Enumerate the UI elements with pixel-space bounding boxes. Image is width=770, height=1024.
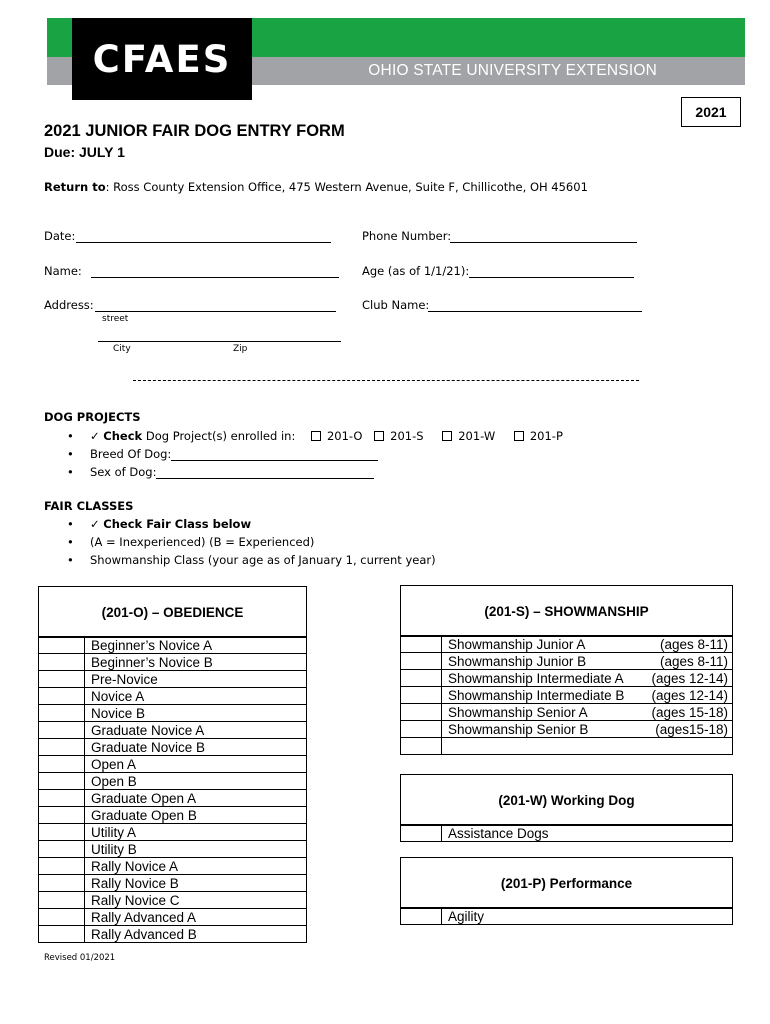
obedience-table: [38, 636, 307, 943]
class-cell: [442, 825, 733, 842]
class-name: Pre-Novice: [91, 671, 158, 687]
class-name: Novice B: [91, 705, 146, 721]
table-row: [401, 687, 733, 704]
performance-header: (201-P) Performance: [400, 857, 733, 909]
list-item: [44, 445, 664, 463]
street-field[interactable]: [95, 311, 336, 312]
class-name: Graduate Open A: [91, 790, 197, 806]
checkbox-201-s[interactable]: [374, 431, 384, 441]
check-cell[interactable]: [39, 722, 85, 739]
class-name: Graduate Novice A: [91, 722, 205, 738]
check-cell[interactable]: [39, 841, 85, 858]
check-cell[interactable]: [39, 773, 85, 790]
class-cell: [85, 739, 307, 756]
class-cell: [85, 688, 307, 705]
phone-label: Phone Number:: [362, 229, 452, 243]
table-row: [39, 637, 307, 654]
class-name: Graduate Novice B: [91, 739, 206, 755]
class-name: Rally Novice C: [91, 892, 180, 908]
check-cell[interactable]: [401, 704, 442, 721]
class-name: Rally Advanced B: [91, 926, 197, 942]
table-row: [39, 773, 307, 790]
table-row: [401, 825, 733, 842]
class-cell: [85, 892, 307, 909]
class-cell: [85, 824, 307, 841]
age-range: (ages 12-14): [651, 687, 728, 703]
table-row: [39, 892, 307, 909]
check-fair-class: Check Fair Class below: [103, 517, 252, 531]
return-text: : Ross County Extension Office, 475 Western Avenue, Suite F, Chillicothe, OH 45601: [105, 180, 588, 194]
list-item: [44, 533, 664, 551]
table-row: [401, 636, 733, 653]
check-cell[interactable]: [401, 825, 442, 842]
checkbox-201-p[interactable]: [514, 431, 524, 441]
check-cell[interactable]: [39, 807, 85, 824]
check-cell[interactable]: [401, 687, 442, 704]
age-range: (ages 8-11): [659, 636, 728, 652]
option-201-o: 201-O: [326, 429, 363, 443]
check-cell[interactable]: [401, 670, 442, 687]
due-date: Due: JULY 1: [44, 144, 125, 160]
check-cell[interactable]: [39, 705, 85, 722]
age-range: (ages15-18): [655, 721, 728, 737]
table-row: [39, 807, 307, 824]
class-cell: [442, 704, 733, 721]
zip-caption: Zip: [233, 344, 248, 354]
class-cell: [442, 908, 733, 925]
enrolled-text: Dog Project(s) enrolled in:: [142, 429, 296, 443]
class-cell: [85, 756, 307, 773]
sex-field[interactable]: [156, 466, 374, 479]
return-address: [44, 180, 588, 194]
checkbox-201-o[interactable]: [311, 431, 321, 441]
table-row: [39, 739, 307, 756]
option-201-s: 201-S: [390, 429, 424, 443]
class-cell: [442, 653, 733, 670]
class-cell: [85, 807, 307, 824]
check-cell[interactable]: [39, 756, 85, 773]
class-cell: [85, 722, 307, 739]
check-cell[interactable]: [39, 858, 85, 875]
year-badge: 2021: [681, 97, 741, 127]
check-cell[interactable]: [39, 909, 85, 926]
showmanship-note: Showmanship Class (your age as of January 1, current year): [90, 553, 436, 567]
class-cell: [85, 773, 307, 790]
class-name: Utility B: [91, 841, 137, 857]
class-cell: [442, 670, 733, 687]
table-row: [39, 824, 307, 841]
class-cell: [85, 926, 307, 943]
class-cell: [85, 841, 307, 858]
fair-classes-heading: FAIR CLASSES: [44, 499, 134, 513]
class-cell: [85, 790, 307, 807]
class-name: Showmanship Senior B: [448, 721, 589, 737]
city-zip-field[interactable]: [98, 341, 341, 342]
name-field[interactable]: [91, 277, 339, 278]
working-header: (201-W) Working Dog: [400, 774, 733, 826]
class-name: Rally Advanced A: [91, 909, 197, 925]
check-cell[interactable]: [39, 688, 85, 705]
table-row: [39, 654, 307, 671]
class-cell: [85, 637, 307, 654]
age-range: (ages 12-14): [651, 670, 728, 686]
class-name: Open B: [91, 773, 137, 789]
class-cell: [85, 654, 307, 671]
working-table: [400, 824, 733, 842]
class-name: Utility A: [91, 824, 137, 840]
sex-label: Sex of Dog:: [90, 465, 157, 479]
table-row: [39, 909, 307, 926]
showmanship-table: [400, 635, 733, 755]
checkmark-icon: ✓: [90, 429, 100, 443]
class-legend: (A = Inexperienced) (B = Experienced): [90, 535, 315, 549]
section-divider: [133, 380, 639, 381]
age-label: Age (as of 1/1/21):: [362, 264, 470, 278]
class-cell: [85, 875, 307, 892]
check-cell[interactable]: [401, 636, 442, 653]
check-cell[interactable]: [39, 671, 85, 688]
table-row: [39, 926, 307, 943]
table-row: [39, 875, 307, 892]
check-cell[interactable]: [401, 738, 442, 755]
option-201-w: 201-W: [458, 429, 496, 443]
table-row: [39, 705, 307, 722]
checkbox-201-w[interactable]: [442, 431, 452, 441]
breed-field[interactable]: [171, 448, 378, 461]
age-range: (ages 15-18): [651, 704, 728, 720]
class-name: Rally Novice B: [91, 875, 179, 891]
table-row: [39, 688, 307, 705]
check-cell[interactable]: [39, 654, 85, 671]
class-name: Showmanship Intermediate B: [448, 687, 625, 703]
check-word: Check: [103, 429, 143, 443]
table-row: [401, 670, 733, 687]
list-item: [44, 427, 664, 445]
class-cell: [85, 909, 307, 926]
obedience-header: (201-O) – OBEDIENCE: [38, 586, 307, 638]
date-field[interactable]: [76, 242, 331, 243]
check-cell[interactable]: [39, 739, 85, 756]
dog-projects-heading: DOG PROJECTS: [44, 410, 141, 424]
age-field[interactable]: [469, 277, 634, 278]
age-range: (ages 8-11): [659, 653, 728, 669]
class-name: Showmanship Junior B: [448, 653, 587, 669]
check-cell[interactable]: [39, 926, 85, 943]
class-name: Beginner’s Novice A: [91, 637, 213, 653]
check-cell[interactable]: [39, 875, 85, 892]
breed-label: Breed Of Dog:: [90, 447, 172, 461]
table-row: [401, 908, 733, 925]
check-cell[interactable]: [39, 824, 85, 841]
table-row: [401, 721, 733, 738]
name-label: Name:: [44, 264, 82, 278]
class-cell: [85, 858, 307, 875]
table-row: [39, 722, 307, 739]
class-cell: [442, 687, 733, 704]
class-name: Showmanship Senior A: [448, 704, 588, 720]
list-item: [44, 463, 664, 481]
class-name: Beginner’s Novice B: [91, 654, 213, 670]
class-cell: [442, 636, 733, 653]
list-item: [44, 515, 664, 533]
cfaes-logo: CFAES: [72, 18, 252, 100]
showmanship-header: (201-S) – SHOWMANSHIP: [400, 585, 733, 637]
city-caption: City: [113, 344, 131, 354]
table-row: [39, 790, 307, 807]
table-row: [401, 704, 733, 721]
org-name: OHIO STATE UNIVERSITY EXTENSION: [368, 62, 657, 79]
check-cell[interactable]: [401, 721, 442, 738]
class-name: Assistance Dogs: [448, 825, 549, 841]
table-row: [39, 841, 307, 858]
table-row: [39, 671, 307, 688]
revised-date: Revised 01/2021: [44, 953, 116, 963]
class-name: Rally Novice A: [91, 858, 179, 874]
club-label: Club Name:: [362, 298, 430, 312]
table-row: [401, 653, 733, 670]
class-cell: [85, 671, 307, 688]
performance-table: [400, 907, 733, 925]
check-cell[interactable]: [39, 892, 85, 909]
checkmark-icon: ✓: [90, 517, 100, 531]
list-item: [44, 551, 664, 569]
address-label: Address:: [44, 298, 94, 312]
check-cell[interactable]: [39, 790, 85, 807]
club-field[interactable]: [428, 311, 642, 312]
date-label: Date:: [44, 229, 76, 243]
table-row: [39, 858, 307, 875]
option-201-p: 201-P: [529, 429, 563, 443]
check-cell[interactable]: [401, 908, 442, 925]
class-name: Showmanship Junior A: [448, 636, 586, 652]
blank-cell: [442, 738, 733, 755]
return-label: Return to: [44, 180, 106, 194]
class-name: Graduate Open B: [91, 807, 197, 823]
dog-projects-list: [44, 427, 664, 481]
check-cell[interactable]: [39, 637, 85, 654]
fair-classes-list: [44, 515, 664, 569]
class-cell: [442, 721, 733, 738]
table-row: [39, 756, 307, 773]
class-name: Novice A: [91, 688, 145, 704]
street-caption: street: [102, 314, 129, 324]
phone-field[interactable]: [450, 242, 637, 243]
check-cell[interactable]: [401, 653, 442, 670]
class-name: Showmanship Intermediate A: [448, 670, 624, 686]
form-title: 2021 JUNIOR FAIR DOG ENTRY FORM: [44, 122, 345, 140]
class-name: Open A: [91, 756, 137, 772]
class-cell: [85, 705, 307, 722]
class-name: Agility: [448, 908, 485, 924]
table-row: [401, 738, 733, 755]
